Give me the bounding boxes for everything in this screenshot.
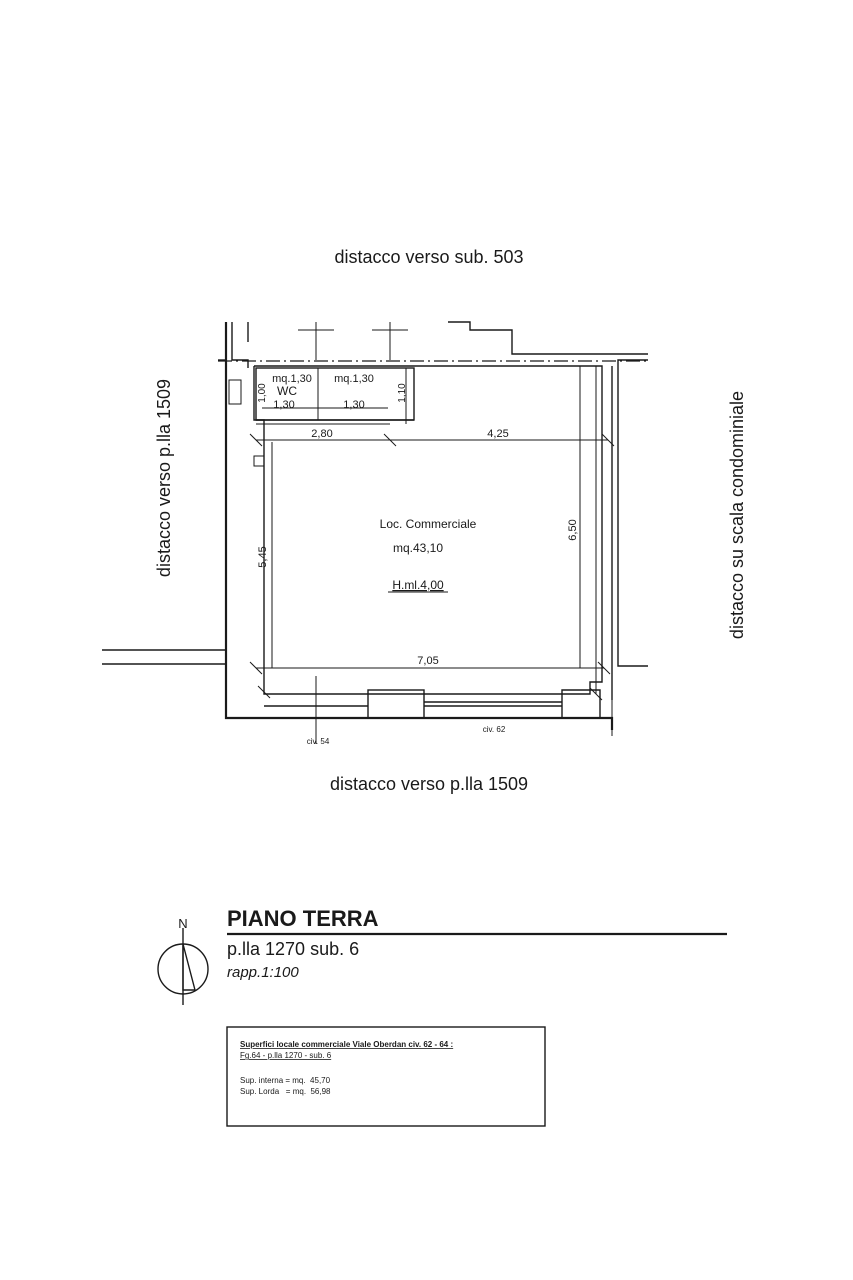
dim-wc-height-left: 1,00 (257, 383, 268, 403)
dim-left-height: 5,45 (257, 546, 269, 568)
wc-area-left: mq.1,30 (272, 373, 312, 385)
left-corridor (102, 650, 226, 664)
grid-markers (298, 322, 612, 744)
dim-top-left: 2,80 (311, 428, 333, 440)
dim-wc-height-right: 1,10 (397, 383, 408, 403)
dim-bottom: 7,05 (417, 655, 439, 667)
dim-top-right: 4,25 (487, 428, 509, 440)
scale-label: rapp.1:100 (227, 964, 299, 981)
room-name: Loc. Commerciale (379, 517, 477, 531)
civ-62: civ. 62 (482, 725, 506, 734)
dim-wc-width-left: 1,30 (273, 399, 295, 411)
room-area: mq.43,10 (392, 541, 444, 555)
wc-area-right: mq.1,30 (334, 373, 374, 385)
label-bottom: distacco verso p.lla 1509 (329, 774, 529, 794)
label-right: distacco su scala condominiale (727, 390, 747, 640)
dim-wc-width-right: 1,30 (343, 399, 365, 411)
info-heading-2: Fg.64 - p.lla 1270 - sub. 6 (240, 1051, 332, 1060)
label-top: distacco verso sub. 503 (334, 247, 524, 267)
dimension-lines (250, 366, 614, 700)
dim-right-height: 6,50 (567, 519, 579, 541)
subtitle: p.lla 1270 sub. 6 (227, 939, 360, 959)
north-label: N (178, 916, 188, 931)
label-left: distacco verso p.lla 1509 (154, 378, 174, 578)
info-row-2: Sup. Lorda = mq. 56,98 (240, 1087, 331, 1096)
info-row-1: Sup. interna = mq. 45,70 (240, 1076, 331, 1085)
info-heading-1: Superfici locale commerciale Viale Oberdan civ. 62 - 64 : (240, 1040, 454, 1049)
wc-label: WC (277, 384, 297, 398)
page-title: PIANO TERRA (227, 906, 379, 931)
room-height: H.ml.4,00 (392, 578, 444, 592)
north-arrow-icon (158, 928, 208, 1005)
civ-54: civ. 54 (306, 737, 330, 746)
